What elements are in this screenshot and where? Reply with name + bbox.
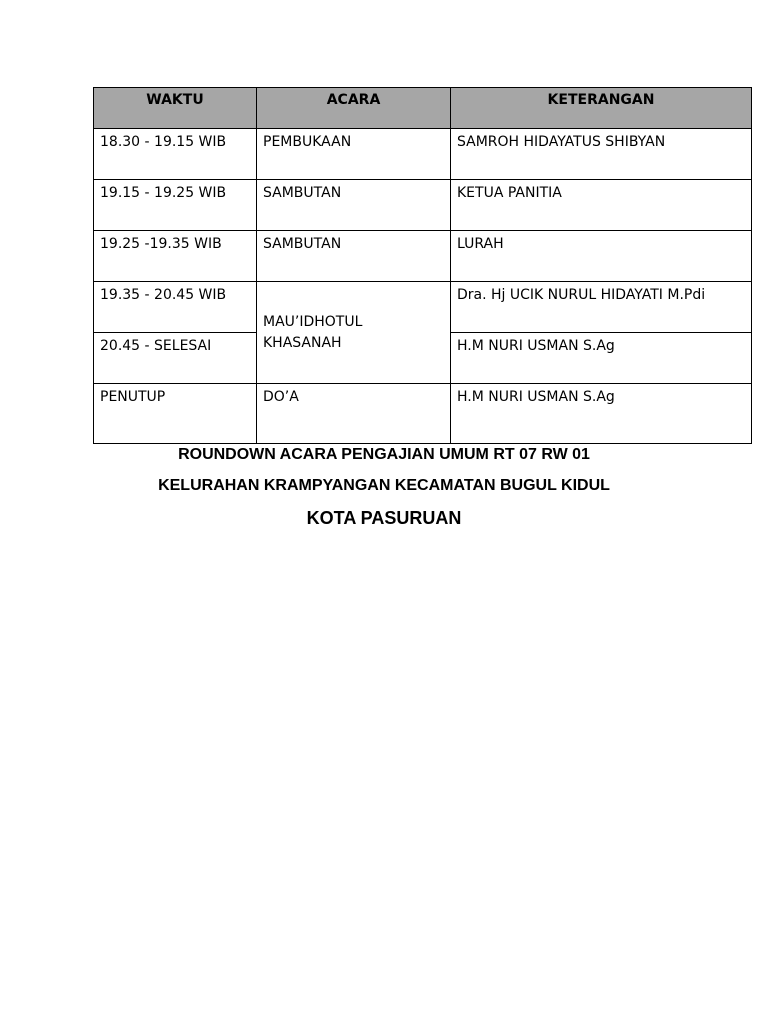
cell-waktu: 19.25 -19.35 WIB bbox=[94, 231, 257, 282]
table-row bbox=[94, 384, 752, 444]
cell-keterangan: H.M NURI USMAN S.Ag bbox=[451, 384, 752, 444]
cell-acara: PEMBUKAAN bbox=[257, 129, 451, 180]
cell-keterangan: H.M NURI USMAN S.Ag bbox=[451, 333, 752, 384]
cell-acara: SAMBUTAN bbox=[257, 180, 451, 231]
cell-keterangan: KETUA PANITIA bbox=[451, 180, 752, 231]
cell-waktu: PENUTUP bbox=[94, 384, 257, 444]
cell-acara-merged: MAU’IDHOTUL KHASANAH bbox=[257, 282, 451, 384]
cell-keterangan: SAMROH HIDAYATUS SHIBYAN bbox=[451, 129, 752, 180]
header-acara: ACARA bbox=[257, 88, 451, 129]
schedule-table bbox=[93, 87, 752, 444]
header-waktu: WAKTU bbox=[94, 88, 257, 129]
cell-keterangan: LURAH bbox=[451, 231, 752, 282]
table-row bbox=[94, 129, 752, 180]
cell-keterangan: Dra. Hj UCIK NURUL HIDAYATI M.Pdi bbox=[451, 282, 752, 333]
cell-waktu: 19.15 - 19.25 WIB bbox=[94, 180, 257, 231]
header-keterangan: KETERANGAN bbox=[451, 88, 752, 129]
cell-waktu: 19.35 - 20.45 WIB bbox=[94, 282, 257, 333]
cell-waktu: 18.30 - 19.15 WIB bbox=[94, 129, 257, 180]
cell-acara: DO’A bbox=[257, 384, 451, 444]
cell-waktu: 20.45 - SELESAI bbox=[94, 333, 257, 384]
cell-acara: SAMBUTAN bbox=[257, 231, 451, 282]
document-title-line-2: KELURAHAN KRAMPYANGAN KECAMATAN BUGUL KIDUL bbox=[158, 477, 610, 494]
table-row bbox=[94, 231, 752, 282]
table-header-row bbox=[94, 88, 752, 129]
table-row bbox=[94, 180, 752, 231]
table-row bbox=[94, 282, 752, 333]
document-title-line-3: KOTA PASURUAN bbox=[306, 508, 462, 528]
document-title-line-1: ROUNDOWN ACARA PENGAJIAN UMUM RT 07 RW 01 bbox=[178, 446, 590, 463]
